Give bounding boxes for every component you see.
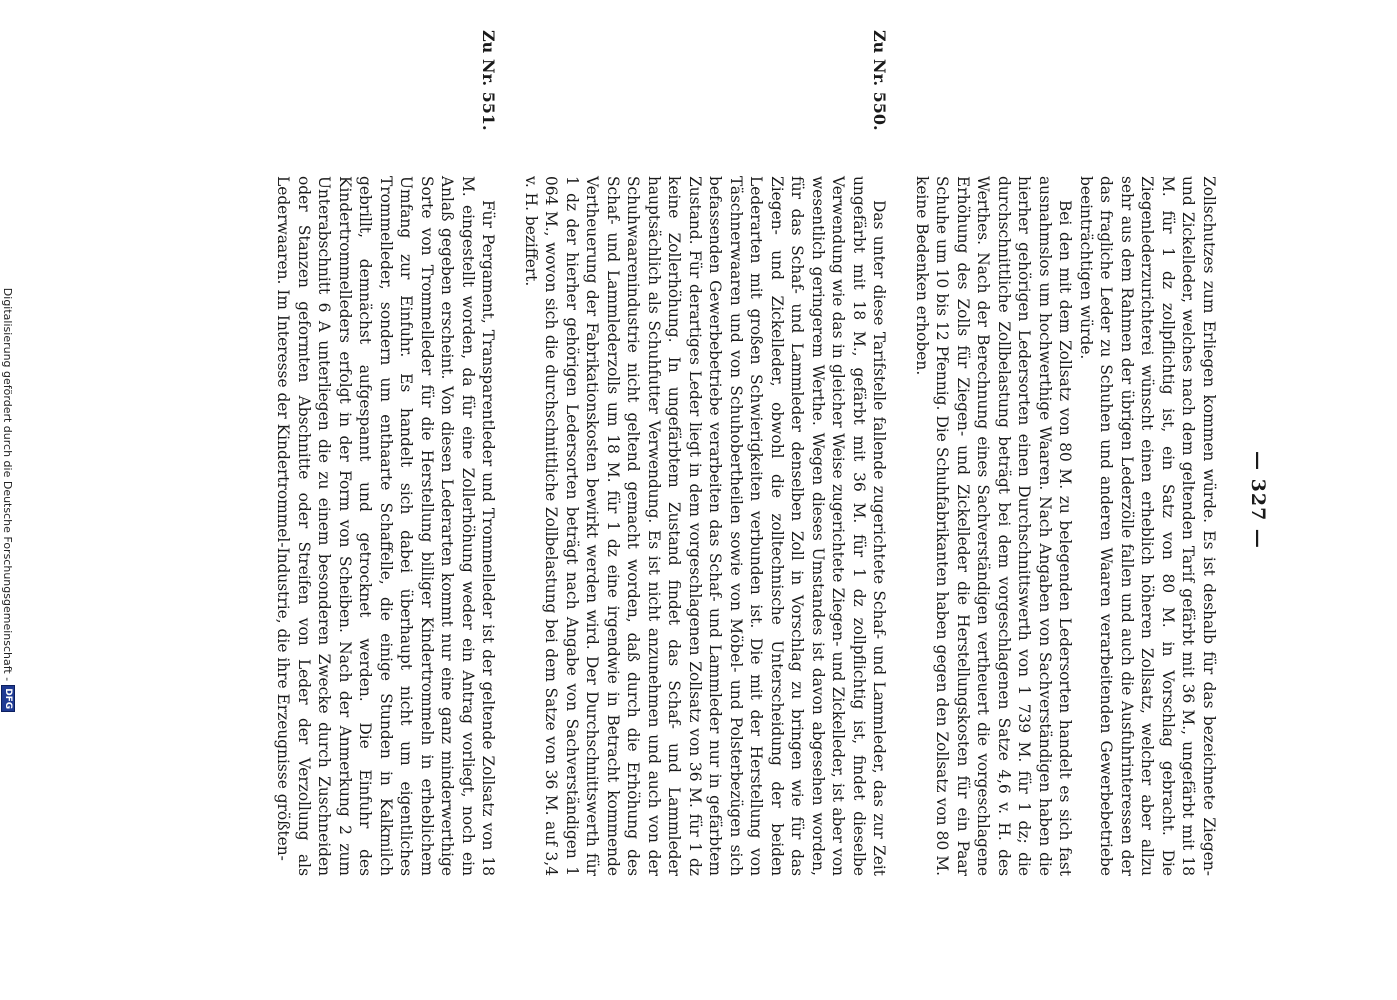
section-nr-551 <box>273 30 499 876</box>
digitization-footer <box>0 0 16 1000</box>
footer-text: Digitalisierung gefördert durch die Deutsche Forschungsgemeinschaft - <box>1 287 15 682</box>
section-paragraph: Für Pergament, Transparentleder und Trommelleder ist der geltende Zollsatz von 18 M. eingestellt worden, da für eine Zollerhöhung weder ein Antrag vorliegt, noch ein Anlaß gegeben erscheint. Von diesen Lederarten kommt nur eine ganz minderwerthige Sorte von Trommelleder für die Herstellung billiger Kindertrommeln in erheblichem Umfang zur Einfuhr. Es handelt sich dabei überhaupt nicht um eigentliches Trommelleder, sondern um enthaarte Schaffelle, die einige Stunden in Kalkmilch gebrillt, demnächst aufgespannt und getrocknet werden. Die Einfuhr des Kindertrommelleders erfolgt in der Form von Scheiben. Nach der Anmerkung 2 zum Unterabschnitt 6 A unterliegen die zu einem besonderen Zwecke durch Zuschneiden oder Stanzen geformten Abschnitte oder Streifen von Leder der Verzollung als Lederwaaren. Im Interesse der Kindertrommel-Industrie, die ihre Erzeugnisse größten- <box>274 176 498 876</box>
intro-paragraph-2: Bei den mit dem Zollsatz von 80 M. zu belegenden Ledersorten handelt es sich fast ausnahmslos um hochwerthige Waaren. Nach Angaben von Sachverständigen haben die hierher gehörigen Ledersorten einen Durchschnittswerth von 1 739 M. für 1 dz; die durchschnittliche Zollbelastung beträgt bei dem vorgeschlagenen Satze 4,6 v. H. des Werthes. Nach der Berechnung eines Sachverständigen vertheuert die vorgeschlagene Erhöhung des Zolls für Ziegen- und Zickelleder die Herstellungskosten für ein Paar Schuhe um 10 bis 12 Pfennig. Die Schuhfabrikanten haben gegen den Zollsatz von 80 M. keine Bedenken erhoben. <box>913 176 1075 876</box>
page-body <box>273 30 1219 876</box>
section-paragraph: Das unter diese Tarifstelle fallende zugerichtete Schaf- und Lammleder, das zur Zeit ungefärbt mit 18 M., gefärbt mit 36 M. für 1 dz zollpflichtig ist, findet dieselbe Verwendung wie das in gleicher Weise zugerichtete Ziegen- und Zickelleder, ist aber von wesentlich geringerem Werthe. Wegen dieses Umstandes ist davon abgesehen worden, für das Schaf- und Lammleder denselben Zoll in Vorschlag zu bringen wie für das Ziegen- und Zickelleder, obwohl die zolltechnische Unterscheidung der beiden Lederarten mit großen Schwierigkeiten verbunden ist. Die mit der Herstellung von Täschnerwaaren und von Schuhobertheilen sowie von Möbel- und Polsterbezügen sich befassenden Gewerbebetriebe verarbeiten das Schaf- und Lammleder nur in gefärbtem Zustand. Für derartiges Leder liegt in dem vorgeschlagenen Zollsatz von 36 M. für 1 dz keine Zollerhöhung. In ungefärbtem Zustand findet das Schaf- und Lammleder hauptsächlich als Schuhfutter Verwendung. Es ist nicht anzunehmen und auch von der Schuhwaarenindustrie nicht geltend gemacht worden, daß durch die Erhöhung des Schaf- und Lammlederzolls um 18 M. für 1 dz eine irgendwie in Betracht kommende Vertheuerung der Fabrikationskosten bewirkt werden wird. Der Durchschnittswerth für 1 dz der hierher gehörigen Ledersorten beträgt nach Angabe von Sachverständigen 1 064 M., wovon sich die durchschnittliche Zollbelastung bei dem Satze von 36 M. auf 3,4 v. H. beziffert. <box>522 176 889 876</box>
page-number: — 327 — <box>1247 451 1269 549</box>
section-heading: Zu Nr. 550. <box>870 30 890 131</box>
intro-paragraph-1: Zollschutzes zum Erliegen kommen würde. Es ist deshalb für das bezeichnete Ziegen- und Zickelleder, welches nach dem geltenden Tarif gefärbt mit 36 M., ungefärbt mit 18 M. für 1 dz zollpflichtig ist, ein Satz von 80 M. in Vorschlag gebracht. Die Ziegenlederzurichterei wünscht einen erheblich höheren Zollsatz, welcher aber allzu sehr aus dem Rahmen der übrigen Lederzölle fallen und auch die Ausfuhrinteressen der das fragliche Leder zu Schuhen und anderen Waaren verarbeitenden Gewerbebetriebe beeinträchtigen würde. <box>1077 176 1218 876</box>
dfg-logo: DFG <box>1 685 15 712</box>
section-nr-550 <box>521 30 890 876</box>
section-heading: Zu Nr. 551. <box>479 30 499 131</box>
